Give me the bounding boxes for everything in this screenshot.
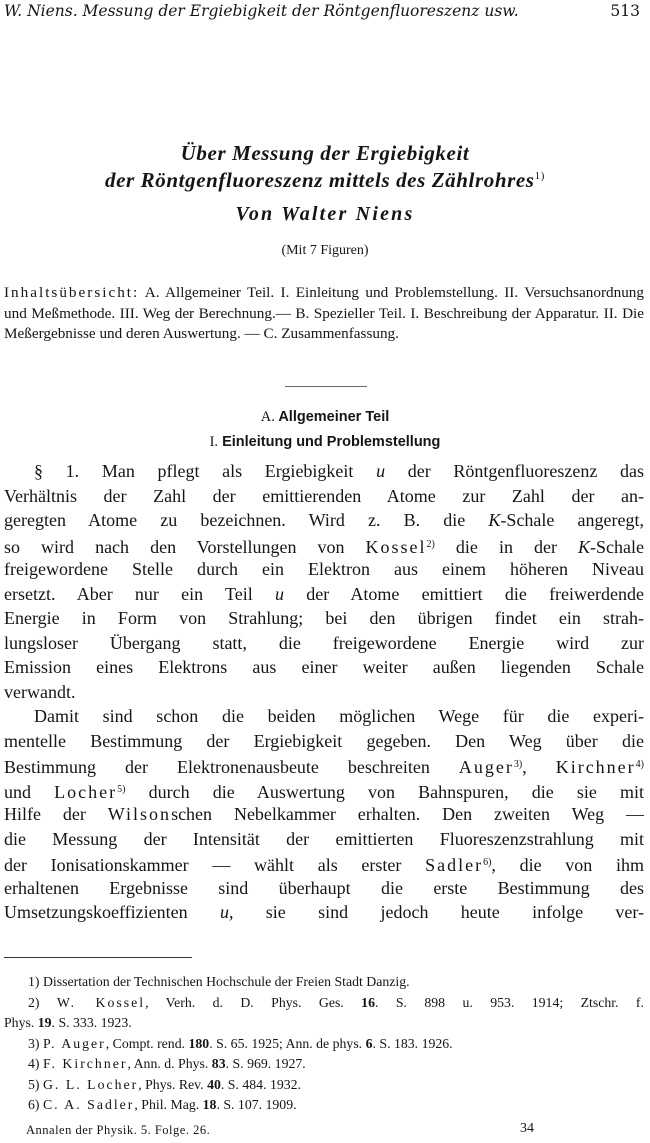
text-line: verwandt. xyxy=(4,681,76,702)
article-title-line-1 xyxy=(0,141,650,166)
footnote: 5) G. L. Locher, Phys. Rev. 40. S. 484. 1932. xyxy=(28,1076,302,1092)
text-line: lungsloser Übergang statt, die freigewordene Energie wird zur xyxy=(4,632,644,653)
footnote: 6) C. A. Sadler, Phil. Mag. 18. S. 107. 1909. xyxy=(28,1097,297,1112)
contents-summary xyxy=(4,283,644,345)
text-line: so wird nach den Vorstellungen von Kossel$^{2)}$ die in der K-Schale xyxy=(4,536,644,557)
section-heading xyxy=(0,409,650,426)
subsection-heading xyxy=(0,434,650,451)
text-line: und Locher$^{5)}$ durch die Auswertung von Bahnspuren, die sie mit xyxy=(4,781,644,802)
footnote: 3) P. Auger, Compt. rend. 180. S. 65. 1925; Ann. de phys. 6. S. 183. 1926. xyxy=(28,1035,453,1051)
text-line: Damit sind schon die beiden möglichen Wege für die experi- xyxy=(34,706,644,726)
text-line: der Ionisationskammer — wählt als erster Sadler$^{6)}$, die von ihm xyxy=(4,855,644,875)
author-line: Von Walter Niens xyxy=(235,203,415,225)
text-line: Energie in Form von Strahlung; bei den übrigen findet ein strah- xyxy=(4,608,644,628)
article-title-line-2 xyxy=(0,168,650,193)
section-divider xyxy=(285,386,367,387)
journal-footer: Annalen der Physik. 5. Folge. 26. xyxy=(26,1123,211,1137)
running-head xyxy=(4,2,640,24)
title-text-1: Über Messung der Ergiebigkeit xyxy=(180,141,470,165)
footnote: 4) F. Kirchner, Ann. d. Phys. 83. S. 969. 1927. xyxy=(28,1056,306,1071)
subsection-number: I. xyxy=(209,434,219,450)
subsection-title: Einleitung und Problemstellung xyxy=(222,434,441,450)
text-line: geregten Atome zu bezeichnen. Wird z. B. die K-Schale angeregt, xyxy=(4,510,644,530)
text-line: freigewordene Stelle durch ein Elektron aus einem höheren Niveau xyxy=(4,559,644,579)
body-text xyxy=(4,459,644,925)
signature-mark: 34 xyxy=(520,1121,534,1136)
text-line: Emission eines Elektrons aus einer weiter außen liegenden Schale xyxy=(4,657,644,677)
text-line: Bestimmung der Elektronenausbeute beschreiten Auger$^{3)}$, Kirchner$^{4)}$ xyxy=(4,757,644,777)
running-head-text: W. Niens. Messung der Ergiebigkeit der Röntgenfluoreszenz usw. xyxy=(4,2,519,20)
text-line: Umsetzungskoeffizienten u, sie sind jedoch heute infolge ver- xyxy=(4,902,644,922)
section-title: Allgemeiner Teil xyxy=(278,409,390,425)
title-footnote-ref: 1) xyxy=(534,170,545,182)
text-line: mentelle Bestimmung der Ergiebigkeit gegeben. Den Weg über die xyxy=(4,730,644,751)
text-line: Verhältnis der Zahl der emittierenden Atome zur Zahl der an- xyxy=(4,485,644,506)
section-number: A. xyxy=(260,409,275,425)
figures-note: (Mit 7 Figuren) xyxy=(281,243,369,258)
text-line: die Messung der Intensität der emittierten Fluoreszenzstrahlung mit xyxy=(4,828,644,849)
footnote-continuation: Phys. 19. S. 333. 1923. xyxy=(4,1015,132,1030)
text-line: § 1. Man pflegt als Ergiebigkeit u der Röntgenfluoreszenz das xyxy=(34,461,644,481)
footnote: 1) Dissertation der Technischen Hochschule der Freien Stadt Danzig. xyxy=(28,974,410,989)
text-line: Hilfe der Wilsonschen Nebelkammer erhalten. Den zweiten Weg — xyxy=(4,804,644,824)
summary-label: Inhaltsübersicht: xyxy=(4,284,140,301)
title-text-2: der Röntgenfluoreszenz mittels des Zählrohres xyxy=(105,168,535,192)
footnotes xyxy=(4,972,644,1116)
summary-text: A. Allgemeiner Teil. I. Einleitung und Problemstellung. II. Versuchsanordnung und Meßmethode. III. Weg der Berechnung.— B. Spezieller Teil. I. Beschreibung der Apparatur. II. Die Meßergebnisse und deren Auswertung. — C. Zusammenfassung. xyxy=(4,284,644,342)
footnote-divider xyxy=(4,957,192,958)
page-number: 513 xyxy=(610,2,640,20)
footnote: 2) W. Kossel, Verh. d. D. Phys. Ges. 16. S. 898 u. 953. 1914; Ztschr. f. xyxy=(28,994,644,1010)
text-line: erhaltenen Ergebnisse sind überhaupt die erste Bestimmung des xyxy=(4,877,644,898)
text-line: ersetzt. Aber nur ein Teil u der Atome emittiert die freiwerdende xyxy=(4,583,644,604)
